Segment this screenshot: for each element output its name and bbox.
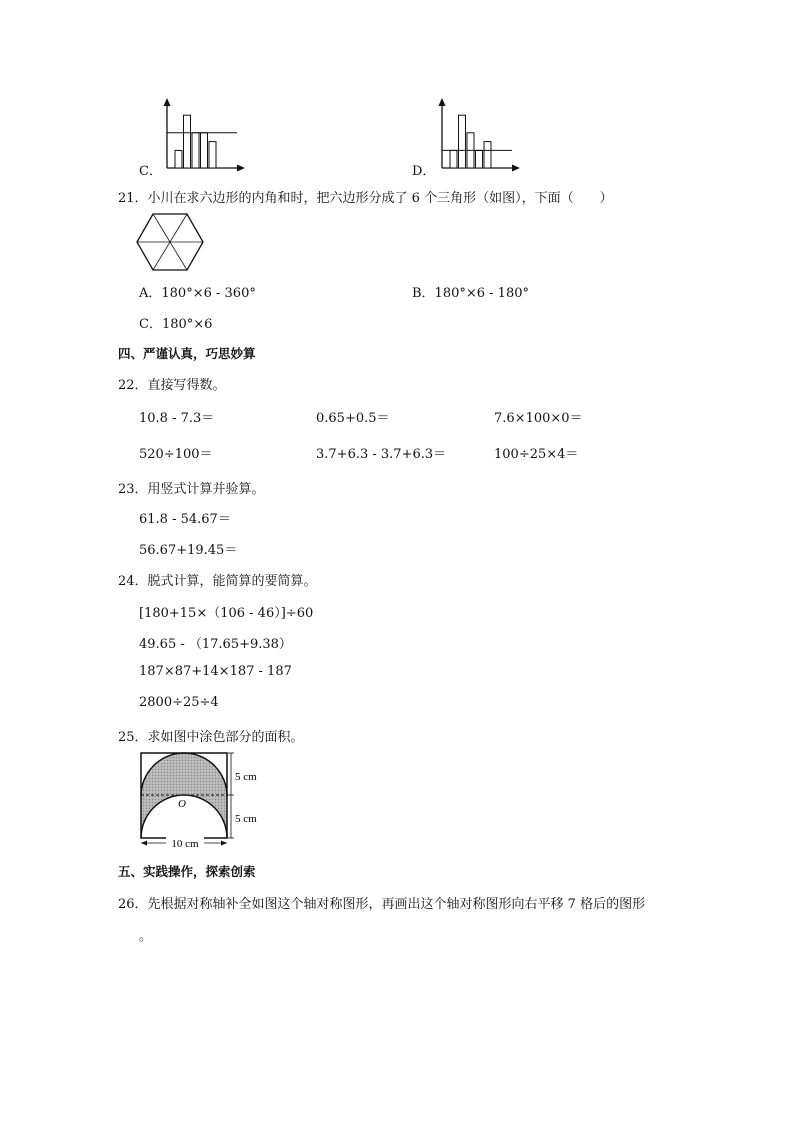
- q22-item-3: 7.6×100×0＝: [494, 411, 583, 426]
- q22-text: 22．直接写得数。: [118, 378, 226, 393]
- q21-option-a: A．180°×6 - 360°: [139, 286, 256, 301]
- q22-item-4: 520÷100＝: [139, 447, 213, 462]
- bar: [184, 115, 191, 168]
- q22-item-5: 3.7+6.3 - 3.7+6.3＝: [316, 447, 447, 462]
- q26-text-end: 。: [139, 929, 153, 944]
- hexagon-figure: [136, 212, 206, 272]
- bar: [192, 133, 199, 168]
- bar: [450, 150, 457, 168]
- width-arrow-left: [141, 841, 147, 846]
- label-bottom: 5 cm: [235, 813, 257, 825]
- q24-item-2: 49.65 - （17.65+9.38）: [139, 637, 292, 652]
- q22-item-1: 10.8 - 7.3＝: [139, 411, 215, 426]
- q21-option-b: B．180°×6 - 180°: [412, 286, 530, 301]
- width-arrow-right: [221, 841, 227, 846]
- q24-item-3: 187×87+14×187 - 187: [139, 664, 292, 679]
- bar-chart-d: [430, 98, 525, 173]
- q21-text: 21．小川在求六边形的内角和时，把六边形分成了 6 个三角形（如图），下面（ ）: [118, 191, 613, 206]
- bar: [209, 142, 216, 168]
- option-d-label: D．: [412, 164, 436, 179]
- x-axis-arrow: [512, 165, 520, 172]
- section-4-title: 四、严谨认真，巧思妙算: [118, 346, 256, 361]
- y-axis-arrow: [164, 98, 171, 106]
- y-axis-arrow: [439, 98, 446, 106]
- q24-text: 24．脱式计算，能简算的要简算。: [118, 574, 317, 589]
- section-5-title: 五、实践操作，探索创索: [118, 864, 256, 879]
- bar: [459, 115, 466, 168]
- q23-item-2: 56.67+19.45＝: [139, 543, 238, 558]
- q24-item-1: [180+15×（106 - 46）]÷60: [139, 606, 314, 621]
- label-width: 10 cm: [171, 838, 199, 850]
- bar: [175, 150, 182, 168]
- q22-item-6: 100÷25×4＝: [494, 447, 579, 462]
- q23-text: 23．用竖式计算并验算。: [118, 482, 265, 497]
- option-c-label: C．: [139, 164, 162, 179]
- shaded-area-figure: [136, 750, 266, 850]
- bar-chart-c: [155, 98, 250, 173]
- bar: [476, 150, 483, 168]
- q21-option-c: C．180°×6: [139, 317, 213, 332]
- label-center: O: [178, 798, 186, 810]
- label-top: 5 cm: [235, 771, 257, 783]
- bar: [201, 133, 208, 168]
- q25-text: 25．求如图中涂色部分的面积。: [118, 730, 304, 745]
- q23-item-1: 61.8 - 54.67＝: [139, 512, 231, 527]
- bar: [484, 142, 491, 168]
- q22-item-2: 0.65+0.5＝: [316, 411, 390, 426]
- q26-text: 26．先根据对称轴补全如图这个轴对称图形，再画出这个轴对称图形向右平移 7 格后的图形: [118, 897, 646, 912]
- x-axis-arrow: [237, 165, 245, 172]
- q24-item-4: 2800÷25÷4: [139, 695, 219, 710]
